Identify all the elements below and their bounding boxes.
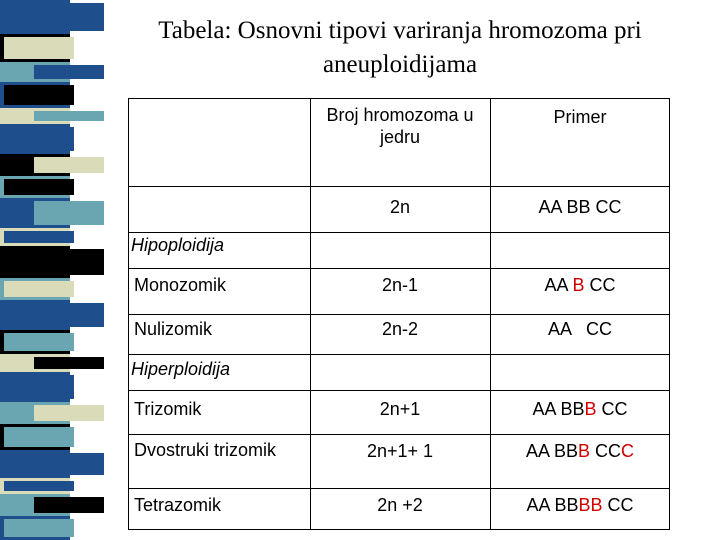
table-rule: [128, 390, 670, 391]
row-tetrazomik-count: 2n +2: [377, 495, 423, 515]
stripe-square: [4, 427, 74, 447]
stripe-square: [4, 179, 74, 195]
stripe-square: [4, 37, 74, 59]
row-dvostruki-trizomik-example: [490, 440, 670, 462]
example-text: CC: [596, 399, 628, 419]
example-text: AA BB: [532, 399, 585, 419]
example-text: CC: [602, 495, 634, 515]
stripe-square: [4, 333, 74, 351]
row-dvostruki-trizomik-count: 2n+1+ 1: [366, 441, 434, 461]
stripe-square: [34, 405, 104, 421]
stripe-square: [34, 357, 104, 369]
stripe-square: [4, 519, 74, 537]
table-border-top: [128, 98, 670, 99]
example-highlight: B: [584, 399, 597, 419]
table-rule: [128, 268, 670, 269]
table-rule: [128, 354, 670, 355]
stripe-square: [4, 281, 74, 297]
row-tetrazomik-example: [490, 494, 670, 516]
row-dvostruki-trizomik-name: Dvostruki trizomik: [134, 440, 277, 460]
page-title: [80, 14, 720, 82]
stripe-square: [4, 481, 74, 491]
normal-example: AA BB CC: [538, 197, 622, 217]
example-text: AA BB: [525, 441, 578, 461]
row-nulizomik-name: Nulizomik: [134, 319, 213, 339]
hypoploidy-label: Hipoploidija: [131, 235, 225, 255]
table-border-bottom: [128, 529, 670, 530]
example-highlight: C: [621, 441, 635, 461]
header-count: [310, 104, 490, 148]
table-rule: [128, 488, 670, 489]
row-nulizomik-count: 2n-2: [381, 319, 419, 339]
stripe-square: [4, 85, 74, 105]
stripe-square: [34, 111, 104, 121]
table-rule: [128, 186, 670, 187]
hyperploidy-label: Hiperploidija: [131, 359, 231, 379]
row-monozomik-count: 2n-1: [381, 275, 419, 295]
example-highlight: B: [572, 275, 585, 295]
aneuploidy-table: [128, 98, 670, 530]
header-example: Primer: [553, 107, 607, 127]
example-text: AA: [544, 275, 573, 295]
decorative-stripe: [0, 0, 70, 540]
stripe-square: [34, 201, 104, 225]
title-line-2: aneuploidijama: [322, 51, 478, 78]
stripe-square: [34, 497, 104, 513]
stripe-square: [34, 249, 104, 275]
row-monozomik-example: [490, 274, 670, 296]
example-text: CC: [584, 275, 616, 295]
example-highlight: BB: [578, 495, 603, 515]
example-text: CC: [590, 441, 622, 461]
table-rule: [128, 434, 670, 435]
stripe-square: [34, 303, 104, 327]
row-trizomik-count: 2n+1: [379, 399, 421, 419]
stripe-square: [4, 375, 74, 399]
table-rule: [128, 314, 670, 315]
row-tetrazomik-name: Tetrazomik: [134, 495, 222, 515]
stripe-square: [34, 453, 104, 475]
example-text: AA BB: [526, 495, 579, 515]
stripe-square: [34, 157, 104, 173]
normal-count: 2n: [389, 197, 411, 217]
row-trizomik-name: Trizomik: [134, 399, 202, 419]
row-trizomik-example: [490, 398, 670, 420]
row-monozomik-name: Monozomik: [134, 275, 227, 295]
row-nulizomik-example: AA CC: [547, 319, 613, 339]
example-highlight: B: [578, 441, 591, 461]
stripe-square: [4, 127, 74, 151]
header-count-label: Broj hromozoma u jedru: [326, 105, 474, 147]
stripe-square: [4, 231, 74, 243]
table-rule: [128, 232, 670, 233]
title-line-1: Tabela: Osnovni tipovi variranja hromozoma pri: [158, 17, 642, 44]
